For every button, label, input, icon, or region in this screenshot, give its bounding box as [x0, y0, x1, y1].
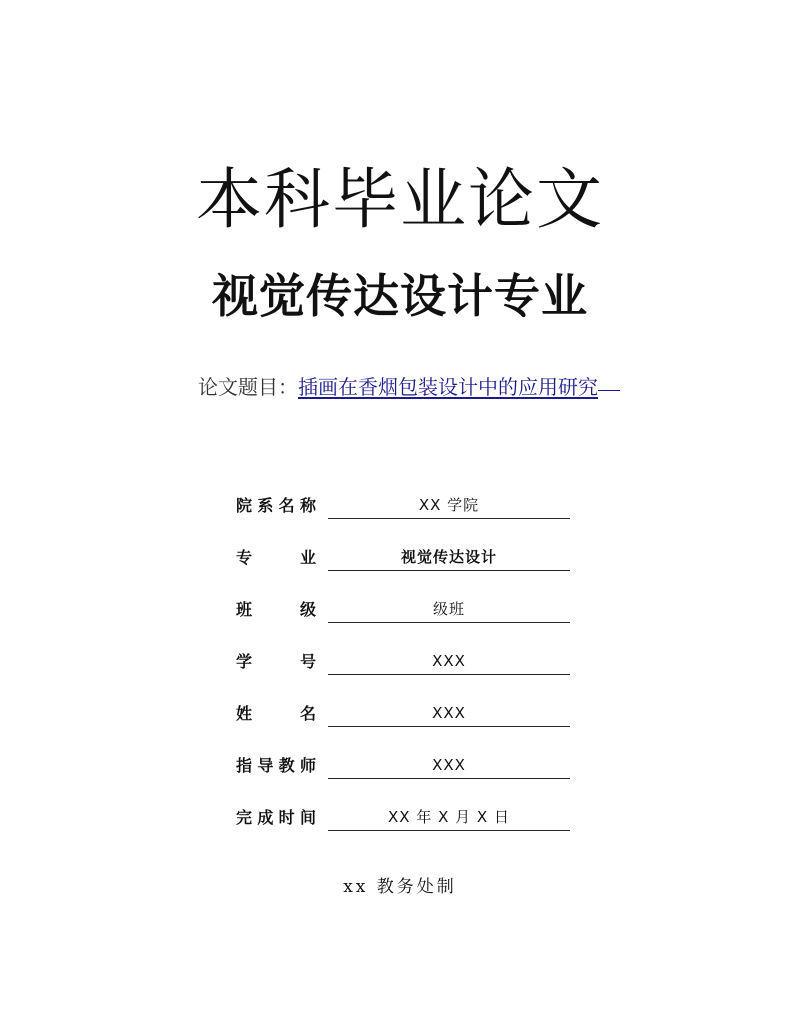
thesis-topic-label: 论文题目：: [198, 375, 298, 399]
info-row-name: [236, 698, 576, 750]
class-field: [328, 594, 570, 623]
student-id-label: 学号: [236, 652, 316, 671]
thesis-topic-value: 插画在香烟包装设计中的应用研究: [298, 375, 598, 399]
class-label: 班级: [236, 600, 316, 619]
major-title: 视觉传达设计专业: [212, 269, 588, 323]
info-row-class: [236, 594, 576, 646]
advisor-value: XXX: [432, 756, 466, 774]
info-row-advisor: [236, 750, 576, 802]
student-id-field: [328, 646, 570, 675]
completion-date-value: XX 年 X 月 X 日: [388, 808, 510, 826]
advisor-label: 指导教师: [236, 756, 316, 775]
thesis-cover-title: 本科毕业论文: [196, 161, 604, 238]
department-field: [328, 490, 570, 519]
info-row-department: [236, 490, 576, 542]
class-value: 级班: [432, 600, 465, 618]
advisor-field: [328, 750, 570, 779]
issuing-office: xx 教务处制: [343, 877, 457, 897]
major-field: [328, 542, 570, 571]
major-value: 视觉传达设计: [400, 548, 497, 566]
thesis-topic: [198, 372, 620, 402]
info-row-completion-date: [236, 802, 576, 854]
info-row-student-id: [236, 646, 576, 698]
name-field: [328, 698, 570, 727]
completion-date-label: 完成时间: [236, 808, 316, 827]
major-label: 专业: [236, 548, 316, 567]
completion-date-field: [328, 802, 570, 831]
department-value: XX 学院: [418, 496, 480, 514]
name-label: 姓名: [236, 704, 316, 723]
student-id-value: XXX: [432, 652, 466, 670]
student-info-table: [236, 490, 576, 854]
department-label: 院系名称: [236, 496, 316, 515]
name-value: XXX: [432, 704, 466, 722]
thesis-topic-underline: [598, 372, 620, 391]
info-row-major: [236, 542, 576, 594]
